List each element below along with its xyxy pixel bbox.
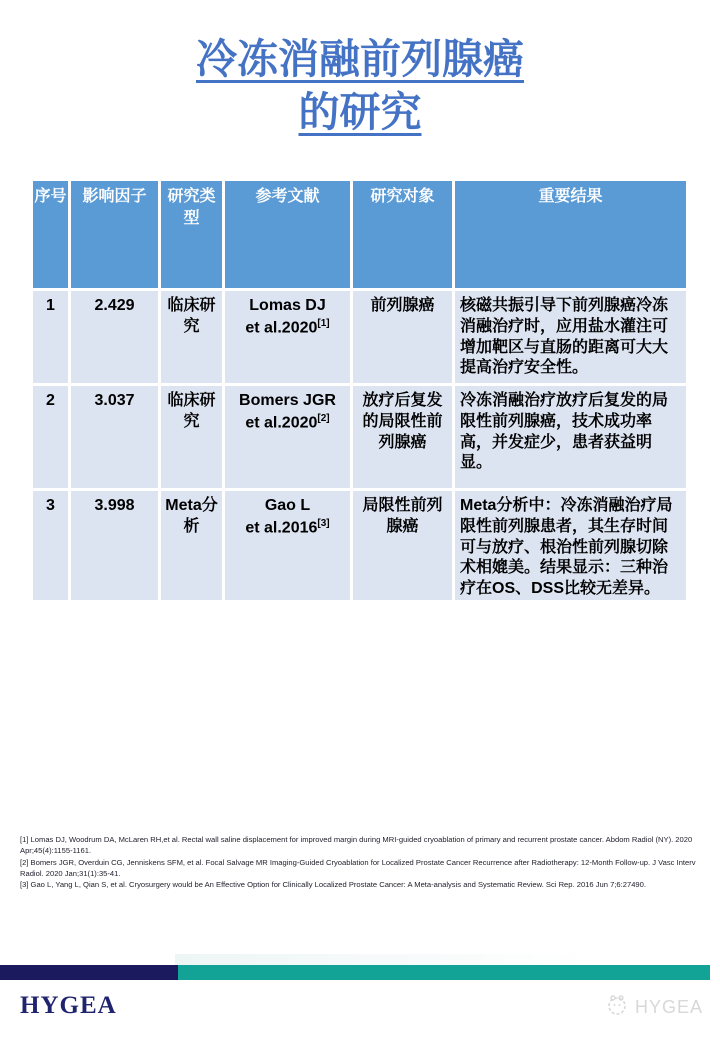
- cell-subject: 放疗后复发的局限性前列腺癌: [352, 385, 454, 490]
- cell-study-type: 临床研究: [160, 385, 224, 490]
- results-table-container: [30, 178, 689, 603]
- table-header-row: [32, 180, 688, 290]
- footnote-2: [2] Bomers JGR, Overduin CG, Jenniskens SFM, et al. Focal Salvage MR Imaging-Guided Cryoablation for Localized Prostate Cancer Recurrence after Radiotherapy: 12-Month Follow-up. J Vasc Interv Radiol. 2020 Jan;31(1):35-41.: [20, 857, 696, 878]
- page-title-line2: 的研究: [298, 89, 422, 135]
- header-subject: 研究对象: [352, 180, 454, 290]
- table-row: [32, 385, 688, 490]
- footnotes: [20, 834, 710, 890]
- reference-superscript: [1]: [317, 317, 330, 329]
- cell-key-result: Meta分析中：冷冻消融治疗局限性前列腺患者，其生存时间可与放疗、根治性前列腺切除术相媲美。结果显示：三种治疗在OS、DSS比较无差异。: [454, 490, 688, 602]
- cell-impact-factor: 3.998: [70, 490, 160, 602]
- header-key-result: 重要结果: [454, 180, 688, 290]
- table-row: [32, 490, 688, 602]
- hygea-watermark-label: HYGEA: [635, 997, 704, 1017]
- cell-key-result: 冷冻消融治疗放疗后复发的局限性前列腺癌，技术成功率高，并发症少，患者获益明显。: [454, 385, 688, 490]
- cell-study-type: Meta分析: [160, 490, 224, 602]
- page-title: [0, 33, 720, 139]
- cell-impact-factor: 3.037: [70, 385, 160, 490]
- table-row: [32, 290, 688, 385]
- reference-superscript: [2]: [317, 412, 330, 424]
- hygea-watermark-icon: [604, 992, 630, 1023]
- header-study-type: 研究类型: [160, 180, 224, 290]
- cell-impact-factor: 2.429: [70, 290, 160, 385]
- reference-superscript: [3]: [317, 517, 330, 529]
- footer-bar-highlight: [175, 954, 590, 965]
- footer-bar-navy: [0, 965, 178, 980]
- cell-subject: 前列腺癌: [352, 290, 454, 385]
- footnote-1: [1] Lomas DJ, Woodrum DA, McLaren RH,et al. Rectal wall saline displacement for improved margin during MRI-guided cryoablation of primary and recurrent prostate cancer. Abdom Radiol (NY). 2020 Apr;45(4):1155-1161.: [20, 835, 693, 856]
- header-reference: 参考文献: [224, 180, 352, 290]
- header-no: 序号: [32, 180, 70, 290]
- cell-no: 1: [32, 290, 70, 385]
- hygea-watermark: [604, 992, 703, 1023]
- cell-key-result: 核磁共振引导下前列腺癌冷冻消融治疗时，应用盐水灌注可增加靶区与直肠的距离可大大提高治疗安全性。: [454, 290, 688, 385]
- results-table: [30, 178, 689, 603]
- cell-reference: Gao L et al.2016[3]: [224, 490, 352, 602]
- header-impact-factor: 影响因子: [70, 180, 160, 290]
- cell-subject: 局限性前列腺癌: [352, 490, 454, 602]
- page-title-line1: 冷冻消融前列腺癌: [196, 36, 524, 82]
- hygea-logo: HYGEA: [20, 992, 117, 1019]
- cell-no: 3: [32, 490, 70, 602]
- cell-reference: Lomas DJ et al.2020[1]: [224, 290, 352, 385]
- footnote-3: [3] Gao L, Yang L, Qian S, et al. Cryosurgery would be An Effective Option for Clinically Localized Prostate Cancer: A Meta-analysis and Systematic Review. Sci Rep. 2016 Jun 7;6:27490.: [20, 880, 646, 890]
- footer-bar-teal: [178, 965, 710, 980]
- cell-no: 2: [32, 385, 70, 490]
- cell-reference: Bomers JGR et al.2020[2]: [224, 385, 352, 490]
- cell-study-type: 临床研究: [160, 290, 224, 385]
